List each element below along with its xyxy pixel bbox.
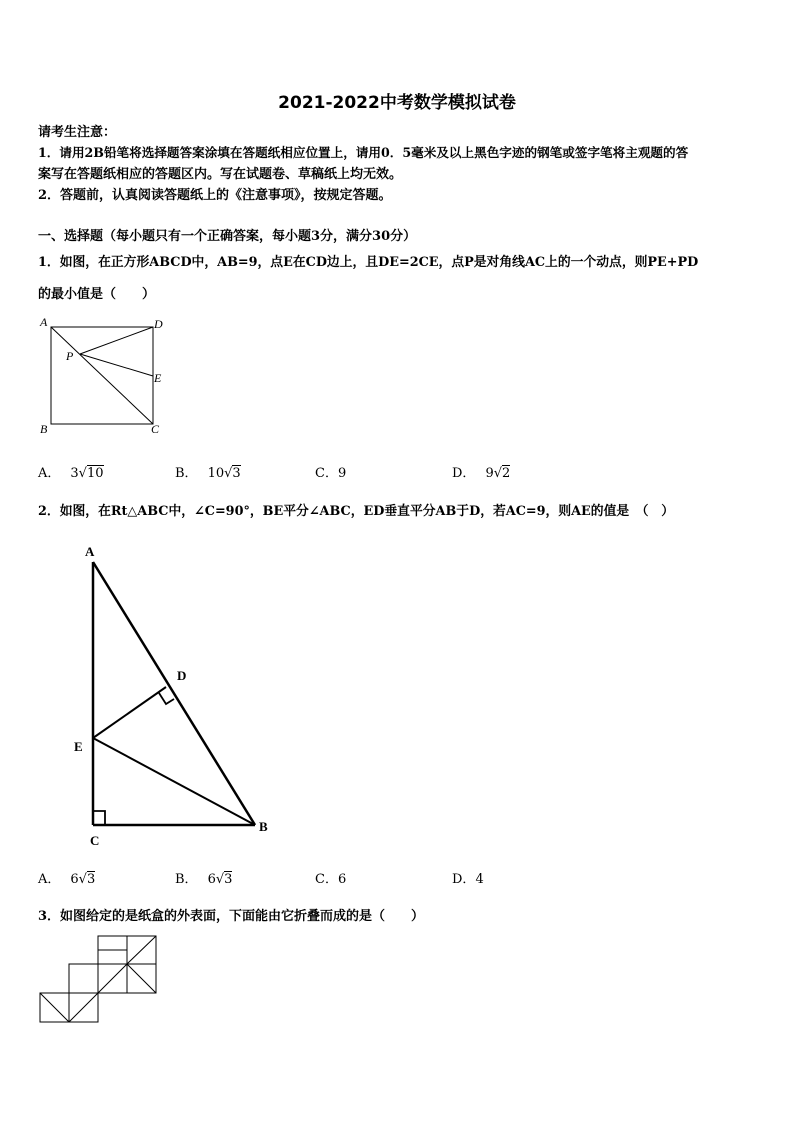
question-1-figure (34, 312, 174, 438)
question-2-text: 2．如图，在Rt△ABC中，∠C=90°，BE平分∠ABC，ED垂直平分AB于D，若AC=9，则AE的值是 （ ） (38, 504, 674, 519)
net-diagonal (69, 993, 98, 1022)
sqrt-symbol: √ (78, 872, 87, 887)
sqrt-symbol: √ (78, 466, 87, 481)
q2-option-d-label: D． (452, 872, 476, 887)
label-p: P (66, 349, 74, 363)
q1-option-d[interactable] (452, 462, 510, 481)
q1-option-b-label: B． (175, 466, 198, 481)
question-1-text: 1．如图，在正方形ABCD中，AB=9，点E在CD边上，且DE=2CE，点P是对角线AC上的一个动点，则PE+PD (38, 255, 699, 270)
sqrt-symbol: √ (224, 466, 233, 481)
q2-option-a-label: A． (38, 872, 61, 887)
net-diagonal (127, 936, 156, 964)
q1-option-a-coef: 3 (70, 466, 79, 481)
net-face-mid-left (69, 964, 98, 993)
label-b: B (259, 819, 268, 834)
label-c: C (90, 833, 100, 848)
segment-eb (93, 738, 255, 825)
q1-option-a-label: A． (38, 466, 61, 481)
q2-option-d-value: 4 (475, 872, 484, 887)
q1-option-c-value: 9 (337, 466, 347, 481)
q1-option-a-rad: 10 (86, 466, 104, 481)
segment-pd (80, 327, 153, 354)
label-e: E (154, 371, 162, 385)
notice-item-1-line-2: 案写在答题纸相应的答题区内。写在试题卷、草稿纸上均无效。 (38, 167, 403, 182)
diagonal-ac (51, 327, 153, 424)
label-e: E (74, 739, 83, 754)
q2-option-a-coef: 6 (70, 872, 79, 887)
q1-option-c-label: C． (315, 466, 338, 481)
q2-option-a[interactable] (38, 868, 95, 887)
notice-heading: 请考生注意： (38, 125, 117, 140)
q2-option-c-label: C． (315, 872, 338, 887)
question-1-text-cont: 的最小值是（ ） (38, 287, 156, 302)
q1-option-d-label: D． (452, 466, 476, 481)
q1-option-d-coef: 9 (485, 466, 494, 481)
net-diagonal (127, 964, 156, 993)
q2-option-b-coef: 6 (207, 872, 216, 887)
right-angle-mark-d (159, 693, 174, 704)
label-a: A (85, 544, 95, 559)
q1-option-c[interactable] (315, 462, 346, 481)
segment-ed (93, 687, 166, 738)
q1-option-b-coef: 10 (207, 466, 225, 481)
q2-option-a-rad: 3 (86, 872, 96, 887)
q2-option-c-value: 6 (337, 872, 347, 887)
side-ab (93, 562, 255, 825)
label-d: D (154, 317, 163, 331)
sqrt-symbol: √ (215, 872, 225, 887)
q1-option-b-rad: 3 (232, 466, 241, 481)
q2-option-b-rad: 3 (224, 872, 233, 887)
notice-item-1-line-1: 1．请用2B铅笔将选择题答案涂填在答题纸相应位置上，请用0．5毫米及以上黑色字迹的钢笔或签字笔将主观题的答 (38, 145, 689, 160)
q1-option-d-rad: 2 (502, 466, 511, 481)
question-2-figure (70, 540, 280, 852)
notice-item-2: 2．答题前，认真阅读答题纸上的《注意事项》，按规定答题。 (38, 188, 392, 203)
q2-option-c[interactable] (315, 868, 346, 887)
question-3-text: 3．如图给定的是纸盒的外表面，下面能由它折叠而成的是（ ） (38, 909, 425, 924)
q2-option-b-label: B． (175, 872, 198, 887)
q1-option-b[interactable] (175, 462, 241, 481)
label-a: A (40, 315, 48, 329)
section-heading: 一、选择题（每小题只有一个正确答案，每小题3分，满分30分） (38, 229, 417, 244)
page-title: 2021-2022中考数学模拟试卷 (278, 93, 516, 113)
sqrt-symbol: √ (493, 466, 503, 481)
q2-option-d[interactable] (452, 868, 484, 887)
q1-option-a[interactable] (38, 462, 104, 481)
label-b: B (40, 422, 48, 436)
label-d: D (177, 668, 187, 683)
right-angle-mark-c (93, 811, 105, 825)
q2-option-b[interactable] (175, 868, 232, 887)
question-3-net-figure (36, 934, 166, 1030)
net-diagonal (98, 964, 127, 993)
net-diagonal (40, 993, 69, 1022)
label-c: C (151, 422, 160, 436)
